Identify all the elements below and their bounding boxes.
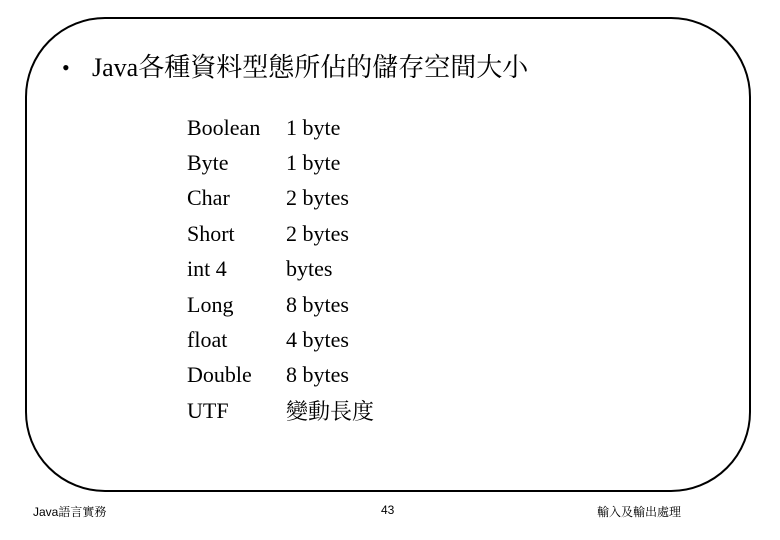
- type-name: Boolean: [187, 114, 261, 140]
- slide-title-row: [62, 50, 528, 86]
- footer-course-title: Java語言實務: [33, 505, 107, 519]
- table-row: [187, 216, 406, 251]
- type-size: 2 bytes: [286, 220, 349, 246]
- type-name: int 4: [187, 256, 227, 282]
- table-row: [187, 287, 406, 322]
- table-row: [187, 145, 406, 180]
- type-size: 變動長度: [286, 399, 375, 425]
- table-row: [187, 358, 406, 393]
- type-name: Byte: [187, 150, 229, 176]
- footer-page-number: 43: [381, 503, 395, 517]
- type-name: Double: [187, 362, 252, 388]
- slide-title: Java各種資料型態所佔的儲存空間大小: [92, 53, 529, 82]
- type-size: 8 bytes: [286, 291, 349, 317]
- bullet-icon: •: [62, 55, 70, 80]
- type-size: 8 bytes: [286, 362, 349, 388]
- type-name: Long: [187, 291, 234, 317]
- footer-chapter-title: 輸入及輸出處理: [597, 505, 682, 519]
- type-size: 1 byte: [286, 114, 341, 140]
- type-name: UTF: [187, 397, 229, 423]
- type-name: float: [187, 327, 228, 353]
- type-name: Char: [187, 185, 230, 211]
- type-size: bytes: [286, 256, 333, 282]
- type-name: Short: [187, 220, 235, 246]
- type-size: 1 byte: [286, 150, 341, 176]
- table-row: [187, 110, 406, 145]
- data-type-size-table: [187, 110, 406, 429]
- type-size: 4 bytes: [286, 327, 349, 353]
- table-row: [187, 322, 406, 357]
- table-row: [187, 181, 406, 216]
- type-size: 2 bytes: [286, 185, 349, 211]
- table-row: [187, 393, 406, 428]
- table-row: [187, 252, 406, 287]
